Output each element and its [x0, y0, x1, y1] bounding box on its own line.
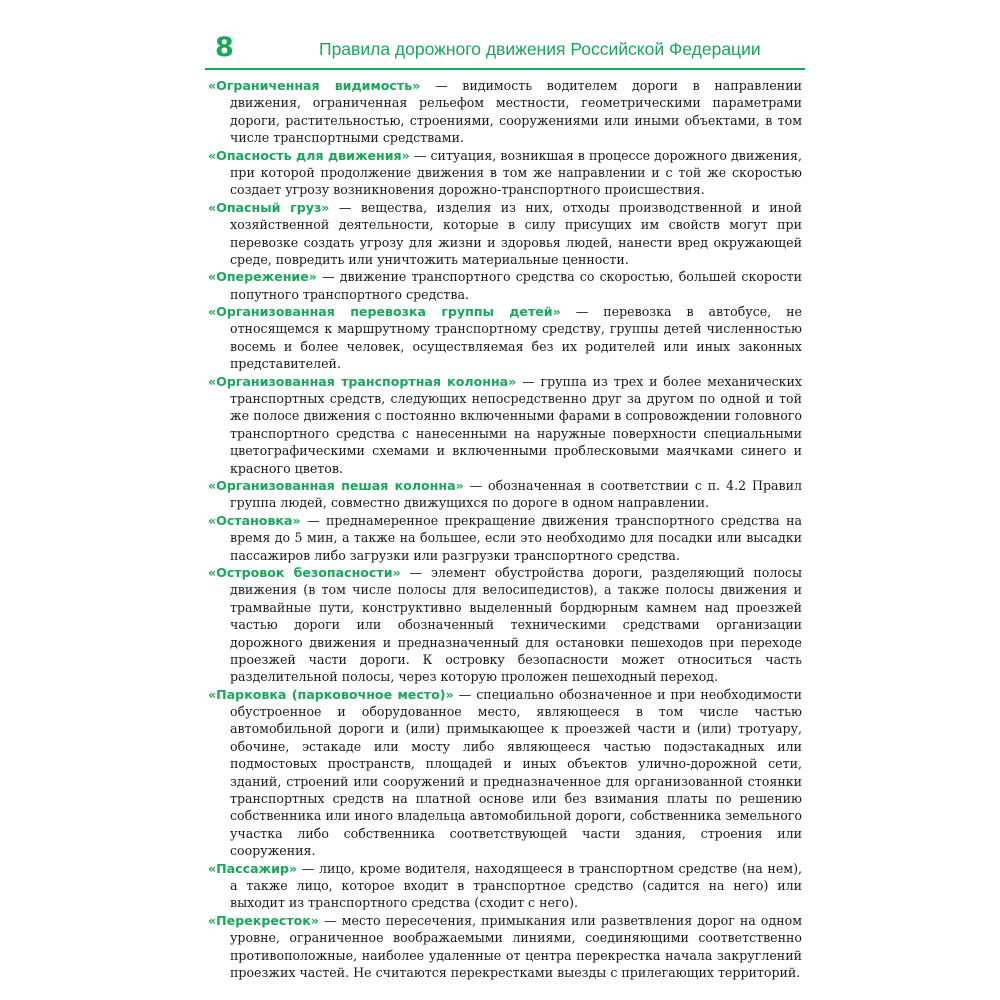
definition-entry	[208, 912, 802, 982]
definition-term: «Опасный груз»	[208, 199, 330, 215]
definition-entry	[208, 77, 802, 147]
definition-text: — обозначенная в соответствии с п. 4.2 Правил группа людей, совместно движущихся по дороге в одном направлении.	[230, 477, 802, 511]
definition-entry	[208, 199, 802, 269]
definitions-list	[208, 77, 802, 981]
definition-text: — преднамеренное прекращение движения транспортного средства на время до 5 мин, а также на большее, если это необходимо для посадки или высадки пассажиров либо загрузки или разгрузки транспортного средства.	[230, 512, 802, 563]
page-header	[205, 30, 805, 68]
definition-term: «Опережение»	[208, 269, 317, 285]
running-title: Правила дорожного движения Российской Федерации	[319, 39, 761, 59]
definition-text: — видимость водителем дороги в направлении движения, ограниченная рельефом местности, геометрическими параметрами дороги, растительностью, строениями, сооружениями или иными объектами, в том числе транспортными средствами.	[230, 78, 802, 146]
definition-term: «Пассажир»	[208, 860, 298, 876]
definition-entry	[208, 686, 802, 860]
definition-entry	[208, 860, 802, 912]
definition-entry	[208, 477, 802, 512]
definition-text: — вещества, изделия из них, отходы производственной и иной хозяйственной деятельности, которые в силу присущих им свойств могут при перевозке создать угрозу для жизни и здоровья людей, нанести вред окружающей среде, повредить или уничтожить материальные ценности.	[230, 199, 803, 267]
definition-text: — группа из трех и более механических транспортных средств, следующих непосредственно друг за другом по одной и той же полосе движения с постоянно включенными фарами в сопровождении головного транспортного средства с нанесенными на наружные поверхности специальными цветографическими схемами и включенными проблесковыми маячками синего и красного цветов.	[230, 373, 803, 476]
definition-text: — движение транспортного средства со скоростью, большей скорости попутного транспортного средства.	[230, 269, 802, 302]
definition-term: «Парковка (парковочное место)»	[208, 686, 454, 702]
definition-term: «Организованная пешая колонна»	[208, 477, 464, 493]
definition-entry	[208, 373, 802, 477]
definition-term: «Организованная транспортная колонна»	[208, 373, 517, 389]
definition-term: «Опасность для движения»	[208, 147, 410, 163]
definition-text: — лицо, кроме водителя, находящееся в транспортном средстве (на нем), а также лицо, которое входит в транспортное средство (садится на него) или выходит из транспортного средства (сходит с него).	[230, 860, 802, 911]
definition-text: — место пересечения, примыкания или разветвления дорог на одном уровне, ограниченное воображаемыми линиями, соединяющими соответственно противоположные, наиболее удаленные от центра перекрестка начала закруглений проезжих частей. Не считаются перекрестками выезды с прилегающих территорий.	[230, 912, 802, 980]
definition-entry	[208, 147, 802, 199]
definition-term: «Перекресток»	[208, 912, 319, 928]
definition-entry	[208, 512, 802, 564]
definition-entry	[208, 303, 802, 373]
definition-text: — ситуация, возникшая в процессе дорожного движения, при которой продолжение движения в том же направлении и с той же скоростью создает угрозу возникновения дорожно-транспортного происшествия.	[230, 147, 802, 198]
definition-entry	[208, 564, 802, 686]
definition-text: — перевозка в автобусе, не относящемся к маршрутному транспортному средству, группы детей численностью восемь и более человек, осуществляемая без их родителей или иных законных представителей.	[230, 304, 802, 372]
definition-term: «Ограниченная видимость»	[208, 78, 421, 93]
definition-text: — специально обозначенное и при необходимости обустроенное и оборудованное место, являющееся в том числе частью автомобильной дороги и (или) примыкающее к проезжей части и (или) тротуару, обочине, эстакаде или мосту либо являющееся частью подэстакадных или подмостовых пространств, площадей и иных объектов улично-дорожной сети, зданий, строений или сооружений и предназначенное для организованной стоянки транспортных средств на платной основе или без взимания платы по решению собственника или иного владельца автомобильной дороги, собственника земельного участка либо собственника соответствующей части здания, строения или сооружения.	[230, 686, 802, 859]
definition-entry	[208, 268, 802, 303]
definition-text: — элемент обустройства дороги, разделяющий полосы движения (в том числе полосы для велосипедистов), а также полосы движения и трамвайные пути, конструктивно выделенный бордюрным камнем над проезжей частью дороги или обозначенный техническими средствами организации дорожного движения и предназначенный для остановки пешеходов при переходе проезжей части дороги. К островку безопасности может относиться часть разделительной полосы, через которую проложен пешеходный переход.	[230, 564, 802, 685]
definition-term: «Организованная перевозка группы детей»	[208, 304, 561, 320]
definition-term: «Остановка»	[208, 512, 301, 528]
page-number: 8	[215, 32, 234, 63]
definition-term: «Островок безопасности»	[208, 564, 401, 580]
header-divider	[205, 68, 805, 70]
